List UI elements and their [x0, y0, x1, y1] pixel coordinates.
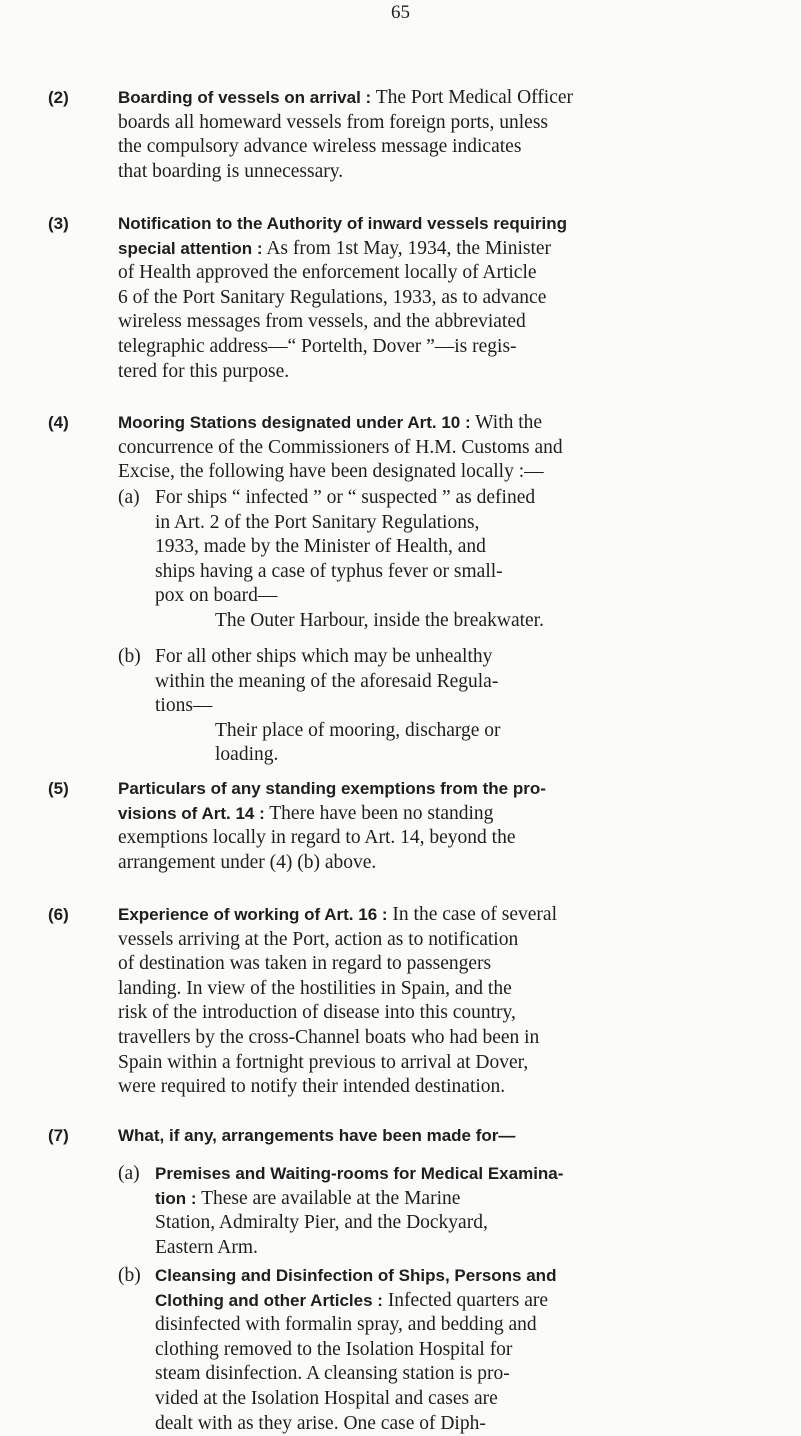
- text-line: telegraphic address—“ Portelth, Dover ”—is regis-: [118, 335, 517, 357]
- subsection-body: [155, 1264, 753, 1436]
- section-body: [118, 86, 753, 184]
- section-number: (3): [48, 214, 69, 233]
- section-number: (4): [48, 413, 69, 432]
- text-line: Infected quarters are: [382, 1289, 549, 1311]
- section-number: (7): [48, 1126, 69, 1145]
- text-line: concurrence of the Commissioners of H.M. Customs and: [118, 436, 563, 458]
- subsection-heading: Premises and Waiting-rooms for Medical Examina-: [155, 1164, 564, 1183]
- text-line: pox on board—: [155, 585, 278, 607]
- subsection-body: [155, 486, 753, 634]
- text-line: tered for this purpose.: [118, 360, 290, 382]
- text-line: These are available at the Marine: [196, 1187, 461, 1209]
- text-line: As from 1st May, 1934, the Minister: [262, 237, 552, 259]
- section-number: (6): [48, 905, 69, 924]
- text-line: In the case of several: [387, 904, 558, 925]
- text-line: The Outer Harbour, inside the breakwater.: [215, 609, 544, 631]
- text-line: There have been no standing: [264, 802, 494, 824]
- text-line: wireless messages from vessels, and the abbreviated: [118, 311, 526, 333]
- text-line: within the meaning of the aforesaid Regula-: [155, 670, 499, 692]
- section-heading: Boarding of vessels on arrival :: [118, 88, 372, 107]
- section-heading: Experience of working of Art. 16 :: [118, 905, 388, 924]
- text-line: dealt with as they arise. One case of Diph-: [155, 1412, 486, 1434]
- text-line: travellers by the cross-Channel boats who had been in: [118, 1026, 540, 1048]
- text-line: that boarding is unnecessary.: [118, 160, 344, 182]
- section-body: [118, 1124, 753, 1149]
- section-heading: Notification to the Authority of inward vessels requiring: [118, 214, 567, 233]
- subsection-heading: tion :: [155, 1188, 197, 1208]
- text-line: Their place of mooring, discharge or: [215, 719, 501, 741]
- text-line: ships having a case of typhus fever or small-: [155, 560, 503, 582]
- section-heading: Particulars of any standing exemptions from the pro-: [118, 779, 546, 798]
- text-line: landing. In view of the hostilities in Spain, and the: [118, 977, 512, 999]
- text-line: For all other ships which may be unhealthy: [155, 646, 493, 667]
- text-line: 1933, made by the Minister of Health, and: [155, 536, 486, 558]
- section-heading: visions of Art. 14 :: [118, 803, 265, 823]
- subsection-heading: Cleansing and Disinfection of Ships, Persons and: [155, 1266, 557, 1285]
- text-line: the compulsory advance wireless message indicates: [118, 136, 522, 158]
- subsection-body: [155, 1162, 753, 1260]
- subsection-label: (a): [118, 487, 140, 508]
- text-line: of destination was taken in regard to passengers: [118, 953, 492, 975]
- text-line: vessels arriving at the Port, action as to notification: [118, 928, 519, 950]
- text-line: of Health approved the enforcement locally of Article: [118, 262, 537, 284]
- text-line: boards all homeward vessels from foreign ports, unless: [118, 111, 548, 133]
- subsection-label: (b): [118, 646, 141, 667]
- text-line: in Art. 2 of the Port Sanitary Regulations,: [155, 511, 480, 533]
- text-line: disinfected with formalin spray, and bedding and: [155, 1314, 537, 1336]
- text-line: Excise, the following have been designated locally :—: [118, 461, 544, 483]
- page-number: 65: [391, 2, 410, 23]
- text-line: loading.: [215, 744, 279, 766]
- section-heading: Mooring Stations designated under Art. 10 :: [118, 413, 471, 432]
- section-body: [118, 212, 753, 384]
- section-body: [118, 777, 753, 875]
- text-line: tions—: [155, 695, 213, 717]
- text-line: Spain within a fortnight previous to arrival at Dover,: [118, 1051, 529, 1073]
- text-line: were required to notify their intended destination.: [118, 1076, 506, 1098]
- text-line: clothing removed to the Isolation Hospital for: [155, 1338, 513, 1360]
- section-number: (2): [48, 88, 69, 107]
- text-line: steam disinfection. A cleansing station is pro-: [155, 1363, 510, 1385]
- section-heading: What, if any, arrangements have been made for—: [118, 1126, 516, 1145]
- section-body: [118, 411, 753, 485]
- section-number: (5): [48, 779, 69, 798]
- text-line: vided at the Isolation Hospital and cases are: [155, 1387, 498, 1409]
- subsection-label: (a): [118, 1163, 140, 1184]
- subsection-label: (b): [118, 1265, 141, 1286]
- text-line: Eastern Arm.: [155, 1236, 258, 1258]
- text-line: 6 of the Port Sanitary Regulations, 1933, as to advance: [118, 286, 547, 308]
- text-line: arrangement under (4) (b) above.: [118, 851, 377, 873]
- text-line: risk of the introduction of disease into this country,: [118, 1002, 516, 1024]
- section-body: [118, 903, 753, 1100]
- text-line: exemptions locally in regard to Art. 14, beyond the: [118, 827, 516, 849]
- subsection-heading: Clothing and other Articles :: [155, 1290, 383, 1310]
- text-line: With the: [470, 412, 543, 433]
- text-line: Station, Admiralty Pier, and the Dockyard,: [155, 1212, 488, 1234]
- text-line: The Port Medical Officer: [371, 87, 574, 108]
- subsection-body: [155, 645, 753, 768]
- text-line: For ships “ infected ” or “ suspected ” as defined: [155, 487, 536, 508]
- section-heading: special attention :: [118, 238, 263, 258]
